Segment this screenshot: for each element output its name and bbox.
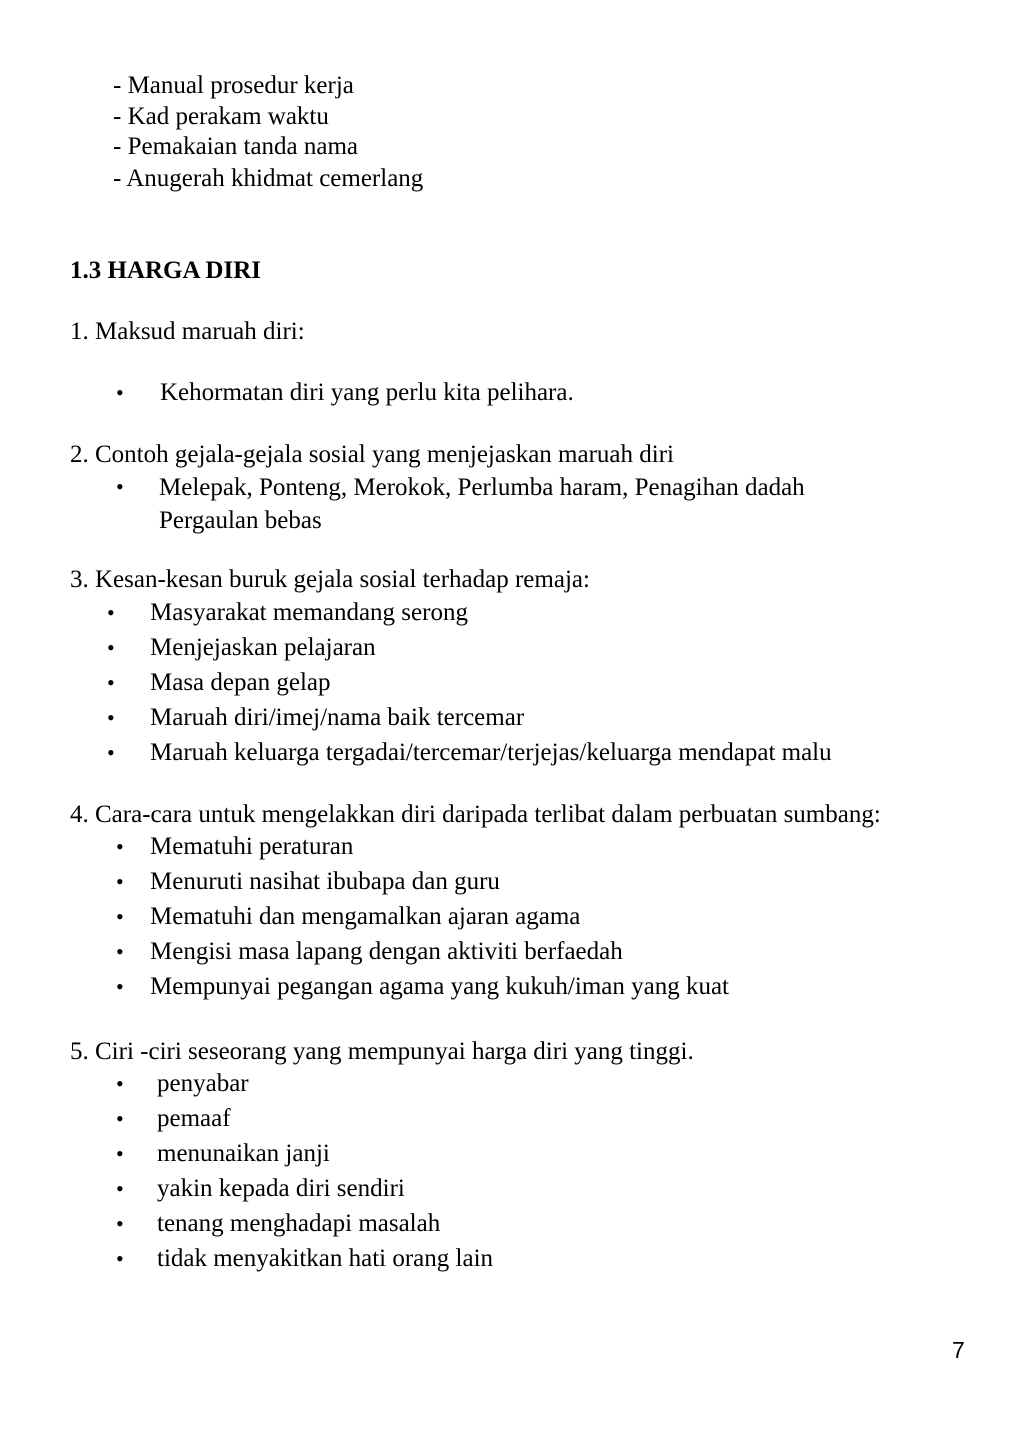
list-item: Maruah diri/imej/nama baik tercemar (150, 704, 525, 731)
bullet-icon: • (116, 904, 124, 929)
bullet-icon: • (107, 705, 115, 730)
list-item: Mempunyai pegangan agama yang kukuh/iman yang kuat (150, 973, 730, 1000)
list-item: pemaaf (157, 1105, 231, 1132)
bullet-icon: • (116, 1211, 124, 1236)
bullet-icon: • (116, 974, 124, 999)
list-item: Melepak, Ponteng, Merokok, Perlumba haram, Penagihan dadah (159, 474, 805, 501)
question-title: 2. Contoh gejala-gejala sosial yang menjejaskan maruah diri (70, 441, 674, 468)
intro-item: - Pemakaian tanda nama (113, 133, 359, 160)
question-title: 3. Kesan-kesan buruk gejala sosial terhadap remaja: (70, 566, 590, 593)
question-title: 1. Maksud maruah diri: (70, 318, 305, 345)
list-item: tenang menghadapi masalah (157, 1210, 441, 1237)
page-number: 7 (952, 1337, 965, 1363)
intro-item: - Manual prosedur kerja (113, 72, 354, 99)
bullet-icon: • (116, 474, 124, 499)
list-item: penyabar (157, 1070, 249, 1097)
bullet-icon: • (116, 1106, 124, 1131)
bullet-icon: • (116, 1071, 124, 1096)
bullet-icon: • (116, 939, 124, 964)
bullet-icon: • (116, 834, 124, 859)
list-item: yakin kepada diri sendiri (157, 1175, 405, 1202)
list-item: Mematuhi peraturan (150, 833, 354, 860)
bullet-icon: • (107, 635, 115, 660)
bullet-icon: • (116, 869, 124, 894)
list-item: Menjejaskan pelajaran (150, 634, 376, 661)
list-item-continuation: Pergaulan bebas (159, 507, 322, 534)
list-item: Menuruti nasihat ibubapa dan guru (150, 868, 500, 895)
bullet-icon: • (116, 1176, 124, 1201)
list-item: Kehormatan diri yang perlu kita pelihara. (160, 379, 574, 406)
question-title: 5. Ciri -ciri seseorang yang mempunyai harga diri yang tinggi. (70, 1038, 694, 1065)
intro-item: - Kad perakam waktu (113, 103, 329, 130)
list-item: menunaikan janji (157, 1140, 330, 1167)
list-item: Masa depan gelap (150, 669, 331, 696)
section-heading: 1.3 HARGA DIRI (70, 257, 261, 284)
bullet-icon: • (107, 600, 115, 625)
bullet-icon: • (116, 1246, 124, 1271)
intro-item: - Anugerah khidmat cemerlang (113, 165, 424, 192)
list-item: Masyarakat memandang serong (150, 599, 468, 626)
bullet-icon: • (116, 1141, 124, 1166)
bullet-icon: • (116, 380, 124, 405)
list-item: Maruah keluarga tergadai/tercemar/terjejas/keluarga mendapat malu (150, 739, 832, 766)
question-title: 4. Cara-cara untuk mengelakkan diri daripada terlibat dalam perbuatan sumbang: (70, 801, 881, 828)
bullet-icon: • (107, 670, 115, 695)
bullet-icon: • (107, 740, 115, 765)
list-item: Mengisi masa lapang dengan aktiviti berfaedah (150, 938, 623, 965)
list-item: Mematuhi dan mengamalkan ajaran agama (150, 903, 581, 930)
list-item: tidak menyakitkan hati orang lain (157, 1245, 494, 1272)
